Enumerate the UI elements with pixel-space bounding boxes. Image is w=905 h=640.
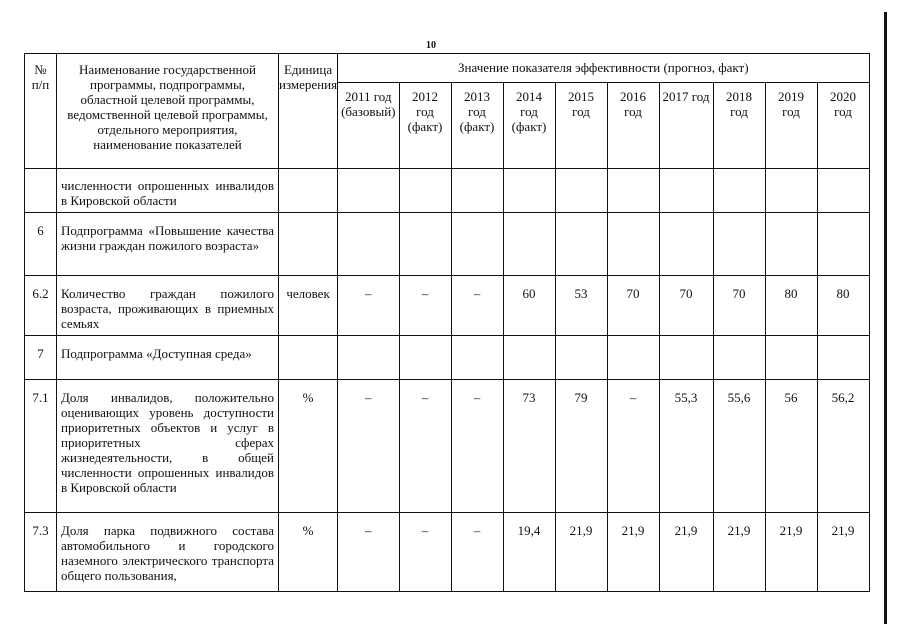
indicator-value: 80 xyxy=(765,276,817,336)
indicator-value: – xyxy=(338,513,399,592)
indicator-value xyxy=(399,213,451,276)
indicator-unit xyxy=(279,169,338,213)
indicator-value xyxy=(338,213,399,276)
indicator-unit: человек xyxy=(279,276,338,336)
row-number xyxy=(25,169,57,213)
header-year: 2020 год xyxy=(817,83,869,169)
indicator-value xyxy=(338,169,399,213)
indicator-value: 79 xyxy=(555,380,607,513)
row-number: 7.3 xyxy=(25,513,57,592)
indicator-unit xyxy=(279,213,338,276)
indicator-value xyxy=(503,213,555,276)
indicator-value: – xyxy=(338,276,399,336)
indicator-unit: % xyxy=(279,513,338,592)
indicator-value: 73 xyxy=(503,380,555,513)
indicator-value: 56 xyxy=(765,380,817,513)
indicator-value: 55,3 xyxy=(659,380,713,513)
header-num: № п/п xyxy=(25,54,57,169)
indicator-value: – xyxy=(399,513,451,592)
indicator-value: 19,4 xyxy=(503,513,555,592)
indicator-value xyxy=(607,169,659,213)
indicator-value: 80 xyxy=(817,276,869,336)
indicator-value: 21,9 xyxy=(607,513,659,592)
table-row xyxy=(25,213,870,276)
indicators-table xyxy=(24,53,870,592)
header-year: 2016 год xyxy=(607,83,659,169)
indicator-value xyxy=(713,169,765,213)
indicator-value xyxy=(451,336,503,380)
table-row xyxy=(25,380,870,513)
header-year: 2018 год xyxy=(713,83,765,169)
indicator-value: 70 xyxy=(607,276,659,336)
indicator-unit: % xyxy=(279,380,338,513)
indicator-value xyxy=(659,336,713,380)
table-row xyxy=(25,513,870,592)
indicator-value xyxy=(607,336,659,380)
header-values-title: Значение показателя эффективности (прогноз, факт) xyxy=(338,54,869,83)
indicator-value: 60 xyxy=(503,276,555,336)
indicator-value xyxy=(765,169,817,213)
row-number: 7.1 xyxy=(25,380,57,513)
scan-edge-bar xyxy=(884,12,887,624)
indicator-value xyxy=(503,169,555,213)
row-number: 6.2 xyxy=(25,276,57,336)
indicator-value xyxy=(338,336,399,380)
indicator-value xyxy=(765,336,817,380)
row-number: 7 xyxy=(25,336,57,380)
header-year: 2012 год (факт) xyxy=(399,83,451,169)
indicator-value: 55,6 xyxy=(713,380,765,513)
table-row xyxy=(25,336,870,380)
indicator-name: Доля инвалидов, положительно оценивающих уровень доступности приоритетных объектов и услуг в приоритетных сферах жизнедеятельности, в общей численности опрошенных инвалидов в Кировской области xyxy=(57,380,279,513)
indicator-value: 70 xyxy=(713,276,765,336)
indicator-value xyxy=(399,336,451,380)
indicator-value: – xyxy=(451,276,503,336)
indicator-value: 56,2 xyxy=(817,380,869,513)
indicator-value xyxy=(399,169,451,213)
row-number: 6 xyxy=(25,213,57,276)
header-year: 2019 год xyxy=(765,83,817,169)
indicator-value xyxy=(451,169,503,213)
page-number: 10 xyxy=(426,40,436,51)
indicator-value: – xyxy=(399,276,451,336)
indicator-value xyxy=(765,213,817,276)
header-year: 2015 год xyxy=(555,83,607,169)
indicator-name: Подпрограмма «Повышение качества жизни граждан пожилого возраста» xyxy=(57,213,279,276)
indicator-value xyxy=(817,336,869,380)
indicator-name: Количество граждан пожилого возраста, проживающих в приемных семьях xyxy=(57,276,279,336)
indicator-value: – xyxy=(399,380,451,513)
indicator-value xyxy=(817,213,869,276)
indicator-value xyxy=(451,213,503,276)
indicator-value xyxy=(713,213,765,276)
indicator-name: Доля парка подвижного состава автомобильного и городского наземного электрического транспорта общего пользования, xyxy=(57,513,279,592)
indicator-value: 53 xyxy=(555,276,607,336)
header-year: 2011 год (базовый) xyxy=(338,83,399,169)
indicator-value: – xyxy=(338,380,399,513)
indicator-value xyxy=(555,169,607,213)
indicator-value: 70 xyxy=(659,276,713,336)
indicator-value xyxy=(659,169,713,213)
indicator-name: Подпрограмма «Доступная среда» xyxy=(57,336,279,380)
indicator-value: 21,9 xyxy=(713,513,765,592)
indicator-value: 21,9 xyxy=(817,513,869,592)
header-name: Наименование государственной программы, подпрограммы, областной целевой программы, ведомственной целевой программы, отдельного мероприятия, наименование показателей xyxy=(57,54,279,169)
header-year: 2014 год (факт) xyxy=(503,83,555,169)
indicator-value: 21,9 xyxy=(555,513,607,592)
indicator-value xyxy=(817,169,869,213)
header-year: 2017 год xyxy=(659,83,713,169)
indicator-value xyxy=(503,336,555,380)
indicator-value: – xyxy=(451,380,503,513)
indicator-value xyxy=(555,336,607,380)
indicator-value xyxy=(659,213,713,276)
header-row-top xyxy=(25,54,870,83)
indicator-value: – xyxy=(607,380,659,513)
header-unit: Единица измерения xyxy=(279,54,338,169)
indicator-unit xyxy=(279,336,338,380)
indicator-value: – xyxy=(451,513,503,592)
indicator-value xyxy=(607,213,659,276)
indicator-value xyxy=(555,213,607,276)
indicator-name: численности опрошенных инвалидов в Кировской области xyxy=(57,169,279,213)
table-row xyxy=(25,169,870,213)
indicator-value xyxy=(713,336,765,380)
indicator-value: 21,9 xyxy=(659,513,713,592)
header-year: 2013 год (факт) xyxy=(451,83,503,169)
indicator-value: 21,9 xyxy=(765,513,817,592)
table-row xyxy=(25,276,870,336)
